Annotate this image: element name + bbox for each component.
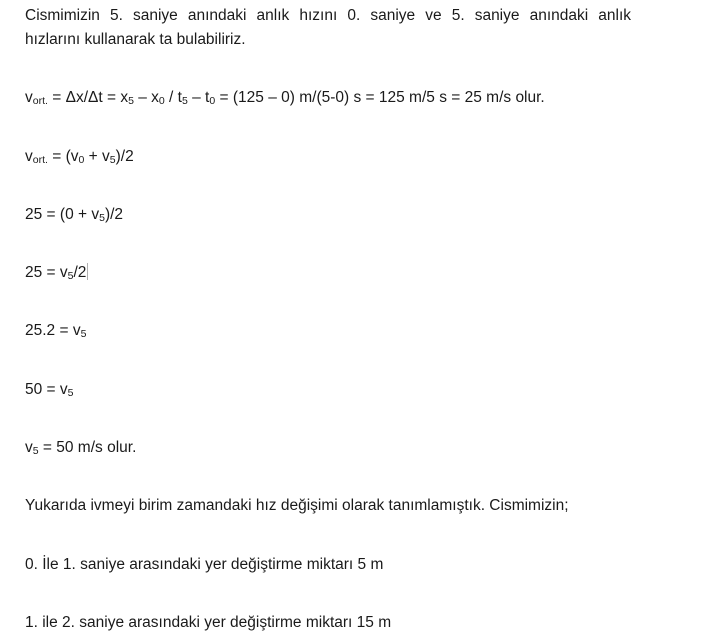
equation-step-4: $50 = v_5$ [25, 381, 74, 399]
equation-average-velocity-displacement: $v_{ort.} = \Delta x/\Delta t = x_5 - x_0 / t_5 - t_0 = (125 - 0)$ m/(5-0) s = 125 m/5 s = 25 m/s olur. [25, 89, 545, 107]
intro-line-2: hızlarını kullanarak ta bulabiliriz. [25, 31, 246, 48]
intro-line-1: Cismimizin 5. saniye anındaki anlık hızını 0. saniye ve 5. saniye anındaki anlık [25, 7, 631, 24]
equation-step-2: $25 = v_5/2$ [25, 264, 87, 282]
equation-average-velocity-mean: $v_{ort.} = (v_0 + v_5)/2$ [25, 148, 134, 166]
equation-result: $v_5 = 50$ m/s olur. [25, 439, 137, 457]
list-item-2: 1. ile 2. saniye arasındaki yer değiştirme miktarı 15 m [25, 614, 392, 631]
equation-step-1: $25 = (0 + v_5)/2$ [25, 206, 124, 224]
equation-step-3: $25.2 = v_5$ [25, 322, 87, 340]
text-cursor [87, 263, 88, 280]
intro-paragraph [25, 4, 631, 52]
list-item-1: 0. İle 1. saniye arasındaki yer değiştirme miktarı 5 m [25, 556, 384, 573]
paragraph-acceleration: Yukarıda ivmeyi birim zamandaki hız değişimi olarak tanımlamıştık. Cismimizin; [25, 497, 569, 514]
